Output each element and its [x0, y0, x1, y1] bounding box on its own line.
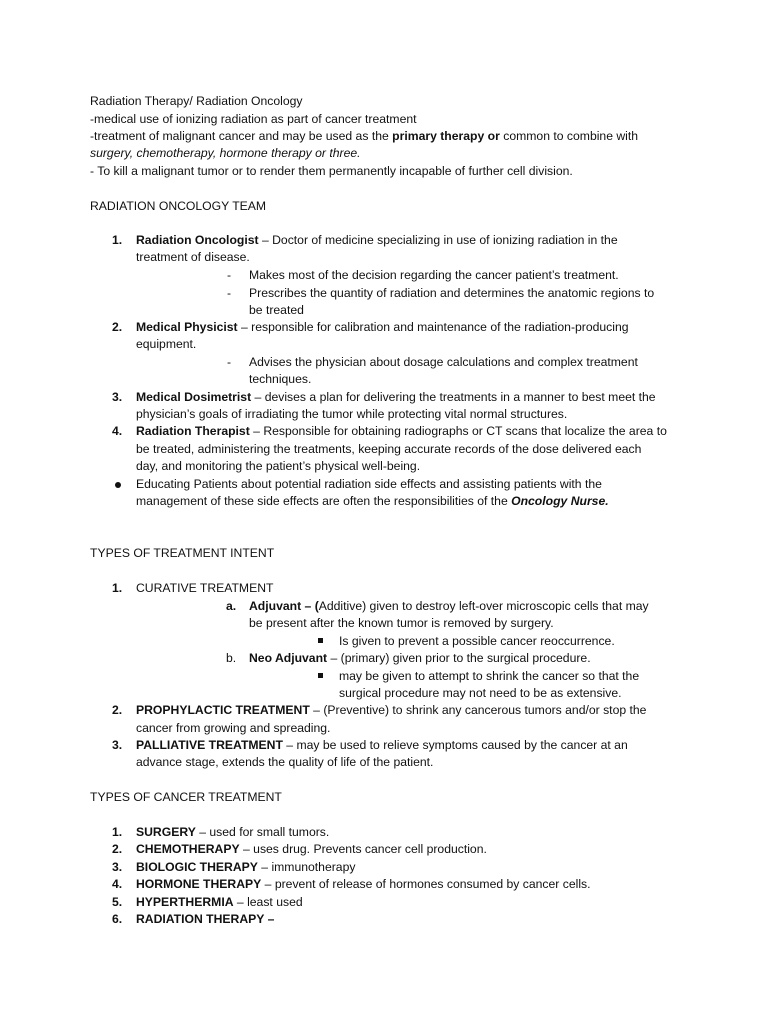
- role-desc: – Doctor of medicine specializing in use of ionizing radiation in the: [258, 233, 618, 247]
- list-item: [136, 859, 355, 876]
- list-letter: b.: [226, 651, 237, 665]
- term: Adjuvant: [249, 599, 302, 613]
- role-name: Radiation Therapist: [136, 424, 250, 438]
- term: Neo Adjuvant: [249, 651, 328, 665]
- sub-item: [249, 598, 649, 615]
- list-number: 3.: [112, 860, 123, 874]
- text: management of these side effects are often the responsibilities of the: [136, 494, 512, 508]
- term: BIOLOGIC THERAPY: [136, 860, 258, 874]
- list-item-cont: physician’s goals of irradiating the tumor while protecting vital normal structures.: [136, 407, 568, 421]
- role-desc: – Responsible for obtaining radiographs or CT scans that localize the area to: [249, 424, 667, 438]
- intro-line: -medical use of ionizing radiation as part of cancer treatment: [90, 112, 417, 126]
- text: –: [264, 912, 275, 926]
- sub-sub-item: may be given to attempt to shrink the cancer so that the: [339, 669, 640, 683]
- text: -treatment of malignant cancer and may be used as the: [90, 129, 393, 143]
- text: – prevent of release of hormones consumed by cancer cells.: [261, 877, 591, 891]
- document-title: Radiation Therapy/ Radiation Oncology: [90, 94, 303, 108]
- term: RADIATION THERAPY: [136, 912, 265, 926]
- section-heading: RADIATION ONCOLOGY TEAM: [90, 199, 267, 213]
- sub-item: Advises the physician about dosage calculations and complex treatment: [249, 355, 638, 369]
- dash-marker: -: [227, 355, 232, 369]
- term: PROPHYLACTIC TREATMENT: [136, 703, 310, 717]
- bullet-item: Educating Patients about potential radiation side effects and assisting patients with the: [136, 477, 602, 491]
- dash-marker: -: [227, 268, 232, 282]
- square-bullet-icon: [318, 638, 323, 643]
- sub-item: [249, 650, 591, 667]
- list-number: 2.: [112, 320, 123, 334]
- list-number: 4.: [112, 424, 123, 438]
- text: – used for small tumors.: [195, 825, 330, 839]
- list-item-cont: treatment of disease.: [136, 250, 250, 264]
- term: HYPERTHERMIA: [136, 895, 234, 909]
- list-item: [136, 841, 487, 858]
- text: – (Preventive) to shrink any cancerous tumors and/or stop the: [309, 703, 647, 717]
- section-heading: TYPES OF CANCER TREATMENT: [90, 790, 282, 804]
- sub-sub-item: Is given to prevent a possible cancer reoccurrence.: [339, 634, 615, 648]
- text: – immunotherapy: [257, 860, 356, 874]
- list-item: [136, 423, 667, 440]
- list-item: [136, 824, 329, 841]
- sub-item-cont: techniques.: [249, 372, 312, 386]
- text: – may be used to relieve symptoms caused by the cancer at an: [282, 738, 628, 752]
- term: PALLIATIVE TREATMENT: [136, 738, 283, 752]
- list-number: 1.: [112, 581, 123, 595]
- list-item-cont: advance stage, extends the quality of life of the patient.: [136, 755, 434, 769]
- dash-marker: -: [227, 286, 232, 300]
- list-item: [136, 702, 646, 719]
- term: SURGERY: [136, 825, 196, 839]
- list-item-cont: cancer from growing and spreading.: [136, 721, 331, 735]
- intro-line: - To kill a malignant tumor or to render them permanently incapable of further cell division.: [90, 164, 573, 178]
- text: Additive) given to destroy left-over microscopic cells that may: [318, 599, 649, 613]
- list-number: 6.: [112, 912, 123, 926]
- role-desc: – responsible for calibration and maintenance of the radiation-producing: [237, 320, 629, 334]
- role-name: Medical Dosimetrist: [136, 390, 252, 404]
- term: CHEMOTHERAPY: [136, 842, 240, 856]
- list-item: [136, 319, 629, 336]
- list-letter: a.: [226, 599, 237, 613]
- role-name: Radiation Oncologist: [136, 233, 259, 247]
- sub-item-cont: be present after the known tumor is removed by surgery.: [249, 616, 554, 630]
- list-item-cont: equipment.: [136, 337, 197, 351]
- term: HORMONE THERAPY: [136, 877, 262, 891]
- list-item: [136, 737, 628, 754]
- text: – (: [301, 599, 319, 613]
- list-number: 3.: [112, 738, 123, 752]
- list-number: 2.: [112, 842, 123, 856]
- list-item: [136, 876, 591, 893]
- list-item: CURATIVE TREATMENT: [136, 581, 274, 595]
- list-item-cont: be treated, administering the treatments, keeping accurate records of the dose delivered each: [136, 442, 642, 456]
- text: – least used: [233, 895, 303, 909]
- list-number: 5.: [112, 895, 123, 909]
- sub-sub-item-cont: surgical procedure may not need to be as extensive.: [339, 686, 622, 700]
- text: common to combine with: [499, 129, 639, 143]
- emphasis: Oncology Nurse.: [511, 494, 609, 508]
- role-name: Medical Physicist: [136, 320, 238, 334]
- sub-item: Makes most of the decision regarding the cancer patient’s treatment.: [249, 268, 619, 282]
- list-number: 3.: [112, 390, 123, 404]
- emphasis: primary therapy or: [392, 129, 500, 143]
- bullet-icon: [115, 482, 121, 488]
- intro-line: surgery, chemotherapy, hormone therapy or three.: [90, 146, 361, 160]
- role-desc: – devises a plan for delivering the treatments in a manner to best meet the: [251, 390, 656, 404]
- intro-line: [90, 128, 638, 145]
- list-item: [136, 911, 274, 928]
- sub-item-cont: be treated: [249, 303, 304, 317]
- list-number: 4.: [112, 877, 123, 891]
- bullet-item-cont: [136, 493, 609, 510]
- list-item: [136, 389, 656, 406]
- list-item: [136, 232, 618, 249]
- section-heading: TYPES OF TREATMENT INTENT: [90, 546, 275, 560]
- list-item: [136, 894, 303, 911]
- list-number: 2.: [112, 703, 123, 717]
- list-number: 1.: [112, 825, 123, 839]
- sub-item: Prescribes the quantity of radiation and determines the anatomic regions to: [249, 286, 655, 300]
- text: – (primary) given prior to the surgical procedure.: [327, 651, 591, 665]
- list-number: 1.: [112, 233, 123, 247]
- text: – uses drug. Prevents cancer cell production.: [239, 842, 487, 856]
- square-bullet-icon: [318, 673, 323, 678]
- list-item-cont: day, and monitoring the patient’s physical well-being.: [136, 459, 421, 473]
